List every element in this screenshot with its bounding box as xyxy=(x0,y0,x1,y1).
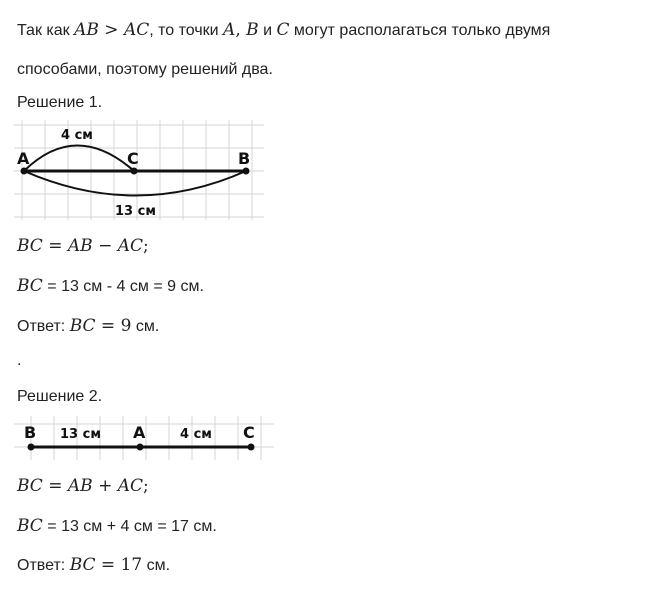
label-c: C xyxy=(127,149,139,168)
label-a: A xyxy=(17,149,30,168)
math-bc: BC xyxy=(17,236,43,256)
math-bc: BC xyxy=(17,276,43,296)
math-eq: = xyxy=(42,236,68,256)
arc-ac xyxy=(24,146,134,172)
math-semicolon: ; xyxy=(143,236,149,256)
label-13cm: 13 см xyxy=(115,204,156,219)
solution2-calc xyxy=(17,515,217,538)
calc-text: = 13 см + 4 см = 17 см. xyxy=(42,518,217,535)
intro-text: могут располагаться только двумя xyxy=(289,22,551,39)
answer-value: = 9 xyxy=(95,316,132,336)
point-b xyxy=(28,444,35,451)
label-b: B xyxy=(24,423,37,442)
solution1-formula xyxy=(17,235,149,258)
solution2-figure xyxy=(14,416,274,460)
label-4cm: 4 см xyxy=(180,427,212,442)
math-a: A xyxy=(223,20,236,40)
math-ac: AC xyxy=(117,476,144,496)
solution2-heading: Решение 2. xyxy=(17,388,103,405)
answer-value: = 17 xyxy=(95,555,143,575)
intro-text: и xyxy=(258,22,277,39)
math-semicolon: ; xyxy=(143,476,149,496)
answer-unit: см. xyxy=(142,557,171,574)
solution1-answer xyxy=(17,315,159,338)
intro-text: , то точки xyxy=(149,22,224,39)
intro-text: Так как xyxy=(17,22,75,39)
point-c xyxy=(248,444,255,451)
solution2-formula xyxy=(17,475,149,498)
point-b xyxy=(243,168,250,175)
answer-label: Ответ: xyxy=(17,318,70,335)
label-13cm: 13 см xyxy=(60,427,101,442)
intro-line-2: способами, поэтому решений два. xyxy=(17,61,273,78)
intro-line-1 xyxy=(17,19,550,42)
math-gt: > xyxy=(98,20,124,40)
math-ab: AB xyxy=(74,20,99,40)
math-eq: = xyxy=(42,476,68,496)
math-b: B xyxy=(246,20,259,40)
math-bc: BC xyxy=(69,316,96,336)
math-minus: − xyxy=(92,236,118,256)
separator-dot: . xyxy=(17,352,22,369)
answer-unit: см. xyxy=(131,318,160,335)
label-c: C xyxy=(243,423,255,442)
point-a xyxy=(21,168,28,175)
label-4cm: 4 см xyxy=(61,128,93,143)
math-comma: , xyxy=(235,20,247,40)
solution1-calc xyxy=(17,275,204,298)
solution1-figure xyxy=(14,120,264,220)
math-ac: AC xyxy=(117,236,144,256)
point-a xyxy=(137,444,144,451)
point-c xyxy=(131,168,138,175)
answer-label: Ответ: xyxy=(17,557,70,574)
solution2-answer xyxy=(17,554,170,577)
math-bc: BC xyxy=(69,555,96,575)
label-b: B xyxy=(238,149,251,168)
solution1-heading: Решение 1. xyxy=(17,94,103,111)
calc-text: = 13 см - 4 см = 9 см. xyxy=(42,278,204,295)
math-bc: BC xyxy=(17,476,43,496)
math-plus: + xyxy=(92,476,118,496)
label-a: A xyxy=(133,423,146,442)
math-c: C xyxy=(276,20,290,40)
arc-ab xyxy=(24,171,246,196)
math-bc: BC xyxy=(17,516,43,536)
math-ab: AB xyxy=(67,236,93,256)
math-ab: AB xyxy=(67,476,93,496)
math-ac: AC xyxy=(123,20,150,40)
